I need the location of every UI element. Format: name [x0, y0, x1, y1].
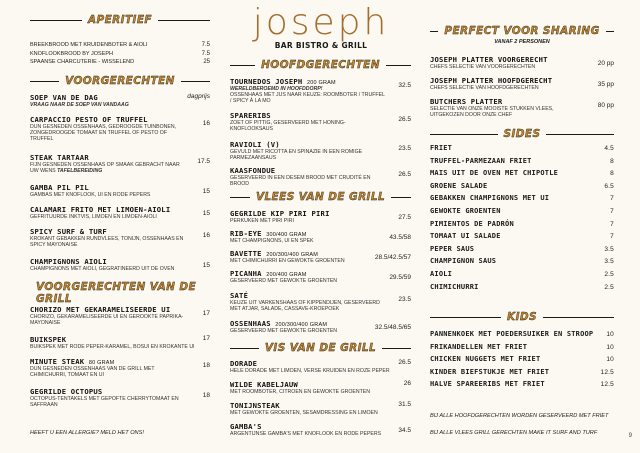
item-price: 7: [610, 220, 614, 228]
list-item: [430, 220, 614, 233]
item-name: FRIET: [430, 144, 453, 152]
list-item: [430, 343, 614, 356]
item-name: SOEP VAN DE DAG: [30, 93, 98, 102]
menu-item: [430, 55, 614, 70]
item-name: TRUFFEL-PARMEZAAN FRIET: [430, 156, 532, 165]
list-item: [430, 368, 614, 381]
item-price: 26.5: [398, 171, 411, 178]
column-left: [30, 0, 210, 453]
item-name: CHIMICHURRI: [430, 282, 479, 291]
item-price: 34.5: [398, 427, 411, 434]
menu-item: [230, 422, 411, 437]
kids-list: [430, 330, 614, 393]
item-weight: 300/400 GRAM: [266, 232, 307, 238]
item-name: SPAANSE CHARCUTERIE - WISSELEND: [30, 59, 135, 65]
column-middle: [230, 0, 411, 453]
item-price: 23.5: [398, 296, 411, 303]
item-name: AIOLI: [430, 269, 453, 278]
section-header-sharing: [430, 24, 614, 38]
item-desc: GESERVEERD MET GEWOKTE GROENTEN: [230, 328, 338, 334]
item-desc: OCTOPUS-TENTAKELS MET GEPOFTE CHERRYTOMAAT EN SAFFRAAN: [30, 396, 179, 409]
item-name: BUTCHERS PLATTER: [430, 97, 503, 106]
section-title: PERFECT VOOR SHARING: [438, 25, 605, 37]
item-desc: FIJN GESNEDEN OSSENHAAS OP SMAAK GEBRACHT NAAR UW WENS: [30, 162, 180, 175]
item-price: 15: [202, 262, 210, 269]
item-price: 7: [610, 207, 614, 215]
item-price: 12.5: [600, 368, 614, 376]
item-desc: GEFRITUURDE INKTVIS, LIMOEN EN LIMOEN-AIOLI: [30, 214, 157, 220]
footnote-surf-turf: BIJ ALLE VLEES GRILL GERECHTEN MAKE IT SURF AND TURF: [430, 430, 598, 436]
column-right: [430, 0, 614, 453]
menu-item: [230, 401, 411, 416]
item-name: PIMIENTOS DE PADRÓN: [430, 219, 514, 228]
item-name: DORADE: [230, 359, 258, 368]
sides-list: [430, 144, 614, 295]
item-price: 16: [202, 232, 210, 239]
item-price: 4.5: [604, 145, 614, 152]
item-name: GAMBA'S: [230, 422, 262, 431]
item-desc: VRAAG NAAR DE SOEP VAN VANDAAG: [30, 102, 129, 108]
item-weight: 200/300/400 GRAM: [266, 252, 319, 258]
item-name: MAIS UIT DE OVEN MET CHIPOTLE: [430, 169, 559, 178]
item-name: OSSENHAAS: [230, 319, 271, 328]
menu-item: [230, 380, 411, 395]
item-name: TOMAAT UI SALADE: [430, 232, 501, 241]
item-name: GAMBA PIL PIL: [30, 183, 89, 192]
item-name: GEGRILDE KIP PIRI PIRI: [230, 209, 330, 218]
list-item: [430, 207, 614, 220]
menu-item: [230, 209, 411, 224]
item-desc: HELE DORADE MET LIMOEN, VERSE KRUIDEN EN ROZE PEPER: [230, 368, 390, 374]
item-tagline: WERELDBEROEMD IN HOOFDDORP!: [230, 86, 323, 92]
section-title: VOORGERECHTEN: [59, 75, 181, 87]
menu-item: [230, 229, 411, 244]
section-header-vlees: [230, 190, 411, 204]
menu-item: [230, 166, 411, 187]
list-item: [430, 380, 614, 393]
menu-item: [430, 97, 614, 118]
section-header-voorgerechten-grill: [30, 281, 210, 305]
item-price: 15: [202, 210, 210, 217]
menu-item: [230, 319, 411, 334]
menu-item: [230, 359, 411, 374]
item-price: 7: [610, 233, 614, 241]
item-desc: SELECTIE VAN ONZE MOOISTE STUKKEN VLEES, UITGEKOZEN DOOR ONZE CHEF: [430, 106, 554, 119]
item-name: SATÉ: [230, 291, 249, 300]
item-name: WILDE KABELJAUW: [230, 380, 298, 389]
item-price: 8: [610, 170, 614, 178]
list-item: [430, 330, 614, 343]
menu-item: [30, 205, 210, 220]
section-header-kids: [430, 310, 614, 324]
section-title: VLEES VAN DE GRILL: [250, 191, 391, 203]
item-weight: 80 GRAM: [88, 360, 115, 366]
item-name: RIB-EYE: [230, 229, 262, 238]
item-desc: DUN GESNEDEN OSSENHAAS VAN DE GRILL MET CHIMICHURRI, TOMAAT EN UI: [30, 366, 155, 379]
item-price: 6.5: [604, 182, 614, 190]
item-price: 32.5/48.5/65: [374, 324, 411, 331]
item-price: 26.5: [398, 359, 411, 366]
item-desc: MET ROOMBOTER, CITROEN EN GEWOKTE GROENTEN: [230, 389, 370, 395]
section-title: VOORGERECHTEN VAN DE GRILL: [30, 281, 210, 305]
section-header-sides: [430, 127, 614, 141]
menu-item: [30, 115, 210, 143]
section-title: VIS VAN DE GRILL: [259, 342, 382, 354]
item-name: RAVIOLI (V): [230, 140, 280, 149]
item-name: PICANHA: [230, 269, 262, 278]
item-desc: OSSENHAAS MET JUS NAAR KEUZE: ROOMBOTER / TRUFFEL / SPICY À LA MO: [230, 92, 385, 105]
item-price: 18: [202, 392, 210, 399]
list-item: [430, 182, 614, 195]
section-header-aperitief: [30, 13, 210, 27]
item-name: PEPER SAUS: [430, 244, 475, 253]
item-name: SPARERIBS: [230, 111, 271, 120]
item-price: 10: [606, 356, 614, 364]
item-name: PANNENKOEK MET POEDERSUIKER EN STROOP: [430, 330, 594, 338]
item-price: 3.5: [604, 245, 614, 253]
menu-item: [30, 257, 210, 272]
item-price: 43.5/58: [389, 234, 411, 241]
menu-item: [30, 305, 210, 326]
item-price: 35 pp: [597, 81, 614, 88]
list-item: [430, 283, 614, 296]
item-name: JOSEPH PLATTER HOOFDGERECHT: [430, 76, 553, 85]
item-name: HALVE SPAREERIBS MET FRIET: [430, 380, 545, 389]
list-item: [430, 355, 614, 368]
section-header-vis: [230, 341, 411, 355]
item-price: 2.5: [604, 270, 614, 278]
menu-item: [230, 77, 411, 105]
item-price: 31.5: [398, 401, 411, 408]
list-item: [430, 194, 614, 207]
section-title: HOOFDGERECHTEN: [255, 59, 386, 71]
item-price: 17.5: [197, 158, 210, 165]
item-name: GROENE SALADE: [430, 181, 488, 190]
item-price: 10: [606, 343, 614, 351]
menu-item: [430, 76, 614, 91]
page-number: 9: [628, 433, 632, 439]
item-price: 26.5: [398, 116, 411, 123]
item-price: 18: [202, 362, 210, 369]
item-desc: KEUZE UIT VARKENSHAAS OF KIPPENDIJEN, GESERVEERD MET ATJAR, SALADE, CASSAVE-KROEPOEK: [230, 300, 380, 313]
item-name: KAASFONDUE: [230, 166, 276, 175]
section-header-voorgerechten: [30, 74, 210, 88]
item-desc: GESERVEERD MET GEWOKTE GROENTEN: [230, 278, 338, 284]
item-name: SPICY SURF & TURF: [30, 227, 107, 236]
list-item: [430, 169, 614, 182]
item-weight: 200 GRAM: [306, 80, 336, 86]
item-price: 20 pp: [597, 60, 614, 67]
item-name: TOURNEDOS JOSEPH: [230, 77, 303, 86]
item-price: 7.5: [201, 42, 210, 48]
item-name: CHAMPIGNON SAUS: [430, 257, 497, 266]
item-price: 32.5: [398, 82, 411, 89]
menu-item: [30, 183, 210, 198]
section-title: APERITIEF: [82, 14, 158, 26]
item-name: BUIKSPEK: [30, 335, 67, 344]
item-name: KINDER BIEFSTUKJE MET FRIET: [430, 367, 550, 376]
footnote-hoofdgerechten: BIJ ALLE HOOFDGERECHTEN WORDEN GESERVEERD MET FRIET: [430, 413, 609, 419]
item-price: 10: [606, 331, 614, 338]
item-name: TONIJNSTEAK: [230, 401, 280, 410]
item-weight: 200/300/400 GRAM: [275, 322, 328, 328]
item-name: STEAK TARTAAR: [30, 153, 89, 162]
item-desc: KROKANT GEBAKKEN RUNDVLEES, TONIJN, OSSENHAAS EN SPICY MAYONAISE: [30, 236, 184, 249]
section-header-hoofdgerechten: [230, 58, 411, 72]
item-weight: 200/400 GRAM: [266, 272, 307, 278]
item-desc-emphasis: TAFELBEREIDING: [57, 168, 103, 175]
logo-wordmark: joseph: [252, 2, 390, 43]
section-title: KIDS: [501, 311, 543, 323]
menu-item: [230, 269, 411, 284]
item-desc: MET CHIMICHURRI EN GEWOKTE GROENTEN: [230, 258, 345, 264]
item-price: 3.5: [604, 258, 614, 266]
item-desc: CHORIZO, GEKARAMELISEERDE UI EN GEROOKTE PAPRIKA-MAYONAISE: [30, 314, 184, 327]
item-desc: CHEFS SELECTIE VAN HOOFDGERECHTEN: [430, 85, 539, 91]
item-desc: PERKUKEN MET PIRI PIRI: [230, 218, 294, 224]
item-price: 16: [202, 120, 210, 127]
list-item: [430, 144, 614, 157]
list-item: [430, 232, 614, 245]
menu-item: [230, 111, 411, 132]
item-desc: ARGENTIJNSE GAMBA'S MET KNOFLOOK EN RODE PEPERS: [230, 431, 382, 437]
item-desc: ZOET OF PITTIG, GESERVEERD MET HONING-KNOFLOOKSAUS: [230, 120, 346, 133]
item-desc: CHAMPIGNONS MET AIOLI, GEGRATINEERD UIT DE OVEN: [30, 266, 175, 272]
item-desc: DUN GESNEDEN OSSENHAAS, GEDROOGDE TUINBONEN, ZONGEDROOGDE TOMAAT EN TRUFFEL OF PESTO OF TRUFFEL: [30, 124, 177, 143]
menu-item: [30, 42, 210, 49]
item-price: 80 pp: [597, 102, 614, 109]
item-name: JOSEPH PLATTER VOORGERECHT: [430, 55, 548, 64]
item-price: 28.5/42.5/57: [374, 254, 411, 261]
menu-item: [30, 387, 210, 408]
list-item: [430, 245, 614, 258]
item-price: 27.5: [398, 214, 411, 221]
item-desc: MET CHAMPIGNONS, UI EN SPEK: [230, 238, 314, 244]
item-desc: CHEFS SELECTIE VAN VOORGERECHTEN: [430, 64, 536, 70]
item-desc: GAMBAS MET KNOFLOOK, UI EN RODE PEPERS: [30, 192, 151, 198]
item-name: CHICKEN NUGGETS MET FRIET: [430, 355, 541, 364]
item-name: CARPACCIO PESTO OF TRUFFEL: [30, 115, 148, 124]
list-item: [430, 270, 614, 283]
item-name: CHORIZO MET GEKARAMELISEERDE UI: [30, 305, 171, 314]
item-price: 7: [610, 195, 614, 203]
item-price: 17: [202, 335, 210, 342]
item-price: 26: [403, 380, 411, 387]
item-price: 8: [610, 157, 614, 165]
menu-item: [30, 357, 210, 378]
item-name: BREEKBROOD MET KRUIDENBOTER & AIOLI: [30, 42, 148, 48]
item-price: 25: [203, 59, 210, 65]
menu-item: [30, 335, 210, 350]
item-price: 17: [202, 310, 210, 317]
menu-item: [30, 59, 210, 66]
item-price: 15: [202, 188, 210, 195]
item-price: 23.5: [398, 145, 411, 152]
menu-item: [230, 291, 411, 312]
list-item: [430, 157, 614, 170]
item-desc: MET GEWOKTE GROENTEN, SESAMDRESSING EN LIMOEN: [230, 410, 378, 416]
section-subtitle: VANAF 2 PERSONEN: [494, 39, 550, 45]
item-price: dagprijs: [187, 93, 210, 100]
item-desc: GESERVEERD IN EEN DESEM BROOD MET CRUDITÉ EN BROOD: [230, 175, 371, 188]
item-name: GEGRILDE OCTOPUS: [30, 387, 103, 396]
item-name: KNOFLOOKBROOD BY JOSEPH: [30, 51, 114, 57]
menu-item: [30, 153, 210, 174]
item-desc: BUIKSPEK MET RODE PEPER-KARAMEL, BOSUI EN KROKANTE UI: [30, 344, 195, 350]
list-item: [430, 257, 614, 270]
item-price: 7.5: [201, 51, 210, 57]
item-desc: GEVULD MET RICOTTA EN SPINAZIE IN EEN ROMIGE PARMEZAANSAUS: [230, 149, 363, 162]
menu-item: [30, 93, 210, 108]
item-name: CALAMARI FRITO MET LIMOEN-AIOLI: [30, 205, 171, 214]
menu-item: [230, 249, 411, 264]
menu-item: [230, 140, 411, 161]
item-name: BAVETTE: [230, 249, 262, 258]
item-price: 2.5: [604, 283, 614, 291]
item-name: MINUTE STEAK: [30, 357, 85, 366]
menu-item: [30, 51, 210, 58]
item-name: GEWOKTE GROENTEN: [430, 206, 501, 215]
item-name: GEBAKKEN CHAMPIGNONS MET UI: [430, 194, 550, 203]
item-name: FRIKANDELLEN MET FRIET: [430, 342, 528, 351]
logo-tagline: BAR BISTRO & GRILL: [274, 41, 368, 50]
allergy-note: HEEFT U EEN ALLERGIE? MELD HET ONS!: [30, 430, 144, 436]
menu-item: [30, 227, 210, 248]
item-name: CHAMPIGNONS AIOLI: [30, 257, 107, 266]
section-title: SIDES: [498, 128, 547, 140]
item-price: 29.5/59: [389, 274, 411, 281]
item-price: 12.5: [600, 381, 614, 389]
